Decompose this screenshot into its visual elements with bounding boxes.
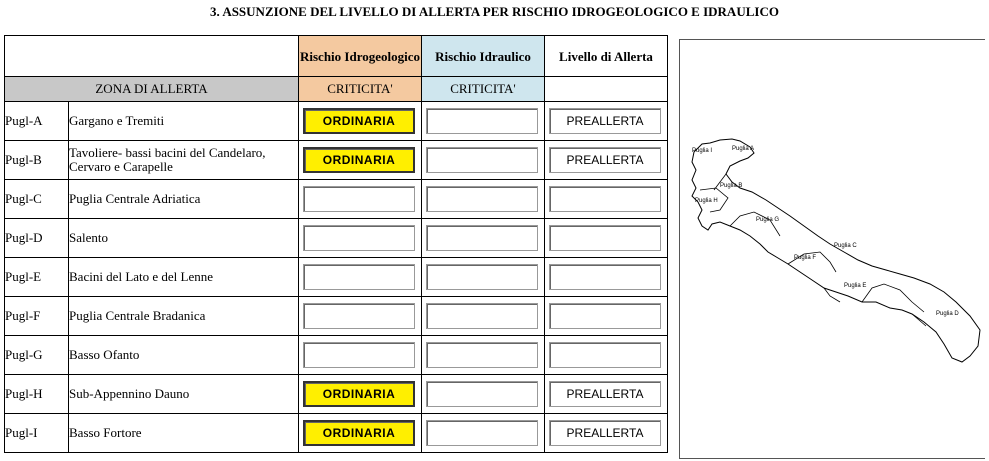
zone-name: Bacini del Lato e del Lenne — [69, 258, 299, 297]
livello-field[interactable] — [549, 342, 661, 368]
zone-code: Pugl-H — [5, 375, 69, 414]
header-blank — [5, 36, 299, 77]
map-label-b: Puglia B — [720, 183, 743, 189]
cell-idro — [299, 375, 422, 414]
table-row — [5, 180, 668, 219]
livello-field[interactable]: PREALLERTA — [549, 108, 661, 134]
header-idrogeologico: Rischio Idrogeologico — [299, 36, 422, 77]
header-zona: ZONA DI ALLERTA — [5, 77, 299, 102]
table-row — [5, 141, 668, 180]
cell-idra — [422, 297, 545, 336]
cell-livello — [545, 336, 668, 375]
cell-idro — [299, 141, 422, 180]
cell-livello — [545, 258, 668, 297]
livello-field[interactable]: PREALLERTA — [549, 381, 661, 407]
zone-code: Pugl-I — [5, 414, 69, 453]
zone-code: Pugl-E — [5, 258, 69, 297]
cell-livello — [545, 375, 668, 414]
idro-field[interactable] — [303, 225, 415, 251]
livello-field[interactable]: PREALLERTA — [549, 147, 661, 173]
zone-name: Tavoliere- bassi bacini del Candelaro, Cervaro e Carapelle — [69, 141, 299, 180]
rows-body — [5, 102, 668, 453]
cell-idro — [299, 414, 422, 453]
puglia-map-svg — [680, 40, 986, 460]
map-label-a: Puglia A — [732, 146, 755, 152]
cell-idra — [422, 414, 545, 453]
idro-field[interactable] — [303, 303, 415, 329]
table-row — [5, 297, 668, 336]
idro-field[interactable]: ORDINARIA — [303, 420, 415, 446]
idra-field[interactable] — [426, 303, 538, 329]
cell-livello — [545, 141, 668, 180]
zone-name: Basso Ofanto — [69, 336, 299, 375]
idro-field[interactable] — [303, 264, 415, 290]
zone-name: Puglia Centrale Bradanica — [69, 297, 299, 336]
cell-idro — [299, 102, 422, 141]
header-criticita-idro: CRITICITA' — [299, 77, 422, 102]
idro-field[interactable] — [303, 186, 415, 212]
idra-field[interactable] — [426, 381, 538, 407]
zone-code: Pugl-B — [5, 141, 69, 180]
livello-field[interactable]: PREALLERTA — [549, 420, 661, 446]
header-blank-livello — [545, 77, 668, 102]
table-row — [5, 219, 668, 258]
idra-field[interactable] — [426, 420, 538, 446]
zone-code: Pugl-G — [5, 336, 69, 375]
cell-idro — [299, 180, 422, 219]
cell-livello — [545, 414, 668, 453]
zone-code: Pugl-F — [5, 297, 69, 336]
map-label-d: Puglia D — [936, 311, 959, 317]
cell-idra — [422, 219, 545, 258]
cell-livello — [545, 297, 668, 336]
map-outline — [692, 139, 980, 362]
map-label-g: Puglia G — [756, 217, 780, 223]
cell-idro — [299, 219, 422, 258]
zone-name: Sub-Appennino Dauno — [69, 375, 299, 414]
puglia-map — [679, 39, 985, 459]
map-label-e: Puglia E — [844, 283, 867, 289]
page-title: 3. ASSUNZIONE DEL LIVELLO DI ALLERTA PER RISCHIO IDROGEOLOGICO E IDRAULICO — [210, 4, 779, 19]
idra-field[interactable] — [426, 225, 538, 251]
map-label-c: Puglia C — [834, 243, 857, 249]
cell-idro — [299, 297, 422, 336]
header-idraulico: Rischio Idraulico — [422, 36, 545, 77]
idro-field[interactable]: ORDINARIA — [303, 108, 415, 134]
cell-idro — [299, 258, 422, 297]
header-livello: Livello di Allerta — [545, 36, 668, 77]
allerta-table — [4, 35, 668, 453]
zone-name: Salento — [69, 219, 299, 258]
livello-field[interactable] — [549, 225, 661, 251]
cell-idra — [422, 258, 545, 297]
zone-code: Pugl-C — [5, 180, 69, 219]
table-row — [5, 336, 668, 375]
cell-livello — [545, 102, 668, 141]
livello-field[interactable] — [549, 303, 661, 329]
zone-code: Pugl-D — [5, 219, 69, 258]
cell-idra — [422, 102, 545, 141]
table-row — [5, 375, 668, 414]
cell-livello — [545, 219, 668, 258]
idra-field[interactable] — [426, 147, 538, 173]
cell-idra — [422, 141, 545, 180]
zone-name: Puglia Centrale Adriatica — [69, 180, 299, 219]
livello-field[interactable] — [549, 186, 661, 212]
table-row — [5, 258, 668, 297]
idra-field[interactable] — [426, 108, 538, 134]
cell-idra — [422, 180, 545, 219]
zone-name: Gargano e Tremiti — [69, 102, 299, 141]
cell-idra — [422, 336, 545, 375]
idro-field[interactable]: ORDINARIA — [303, 381, 415, 407]
idro-field[interactable]: ORDINARIA — [303, 147, 415, 173]
table-row — [5, 414, 668, 453]
cell-livello — [545, 180, 668, 219]
livello-field[interactable] — [549, 264, 661, 290]
idra-field[interactable] — [426, 186, 538, 212]
zone-name: Basso Fortore — [69, 414, 299, 453]
map-label-f: Puglia F — [794, 255, 817, 261]
cell-idra — [422, 375, 545, 414]
idra-field[interactable] — [426, 264, 538, 290]
cell-idro — [299, 336, 422, 375]
zone-code: Pugl-A — [5, 102, 69, 141]
table-row — [5, 102, 668, 141]
idro-field[interactable] — [303, 342, 415, 368]
map-label-i: Puglia I — [692, 148, 713, 154]
header-criticita-idra: CRITICITA' — [422, 77, 545, 102]
idra-field[interactable] — [426, 342, 538, 368]
map-label-h: Puglia H — [695, 198, 718, 204]
